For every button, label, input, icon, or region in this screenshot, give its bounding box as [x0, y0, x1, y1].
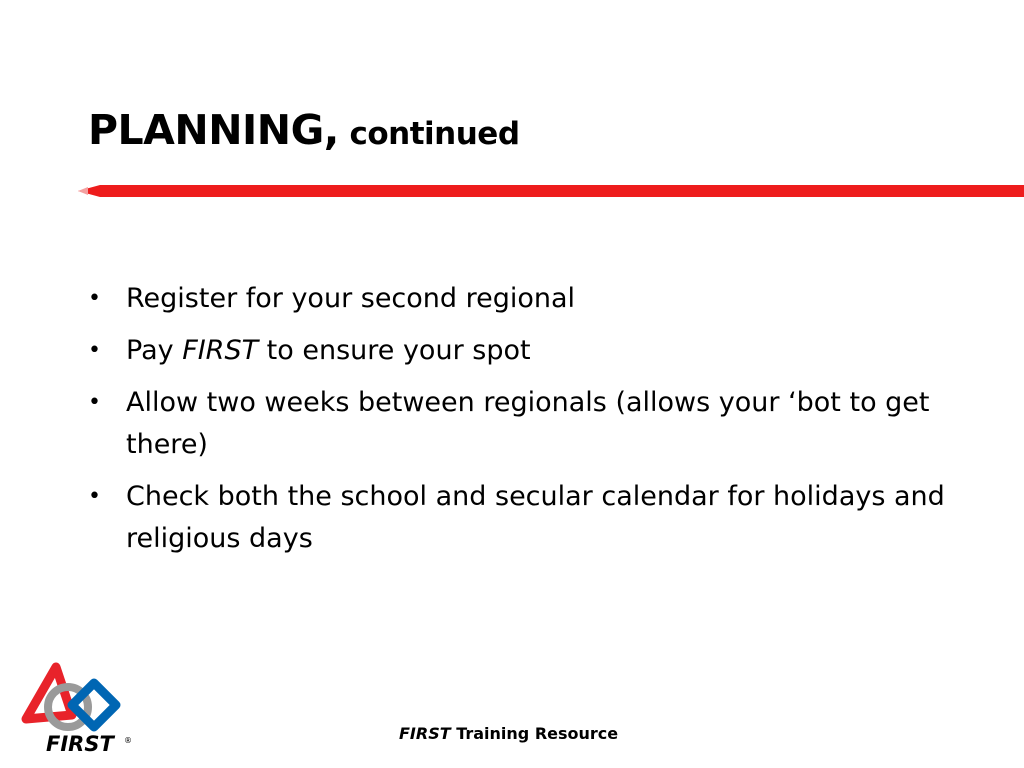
bullet-item [88, 476, 948, 560]
title-main: PLANNING, [88, 106, 339, 154]
bullet-item [88, 278, 948, 320]
title-underline-rule [78, 184, 1024, 198]
bullet-list [88, 278, 948, 570]
bullet-text: Check both the school and secular calendar for holidays and religious days [126, 481, 945, 554]
title-sub: continued [349, 116, 520, 152]
bullet-item [88, 330, 948, 372]
slide-title [88, 106, 520, 154]
logo-registered-mark: ® [124, 736, 132, 745]
bullet-dot-icon: • [88, 338, 101, 363]
footer-brand: FIRST [399, 724, 451, 743]
bullet-text: Pay [126, 335, 183, 366]
bullet-text-tail: to ensure your spot [258, 335, 531, 366]
footer-label: Training Resource [450, 724, 619, 743]
bullet-text: Allow two weeks between regionals (allows your ‘bot to get there) [126, 387, 930, 460]
bullet-dot-icon: • [88, 286, 101, 311]
first-logo-icon [16, 657, 138, 763]
bullet-dot-icon: • [88, 484, 101, 509]
bullet-text: Register for your second regional [126, 283, 576, 314]
logo-text: FIRST [46, 732, 114, 756]
footer-text [399, 724, 618, 743]
bullet-dot-icon: • [88, 390, 101, 415]
bullet-text-emphasis: FIRST [182, 335, 259, 366]
bullet-item [88, 382, 948, 466]
